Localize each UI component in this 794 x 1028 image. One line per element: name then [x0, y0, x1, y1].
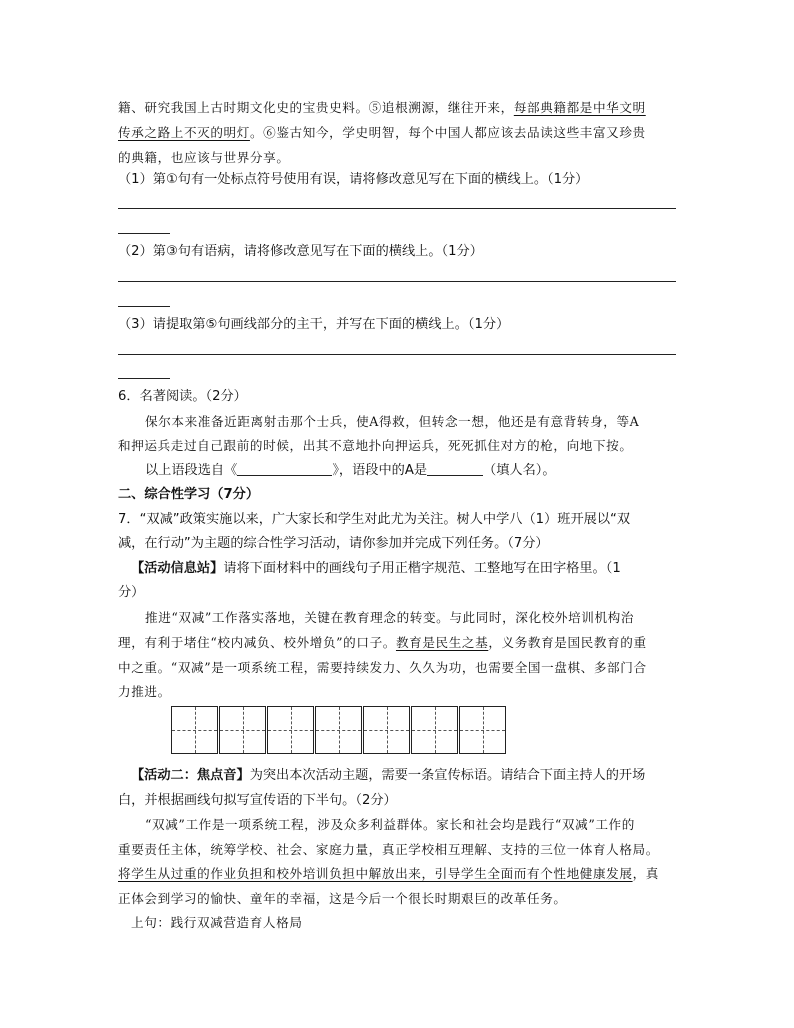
question-2: （2）第③句有语病，请将修改意见写在下面的横线上。（1分）	[118, 244, 483, 259]
grid-cell[interactable]	[315, 706, 362, 754]
passage-line-1: 籍、研究我国上古时期文化史的宝贵史料。⑤追根溯源，继往开来，每部典籍都是中华文明	[118, 100, 646, 115]
passage-line-3: 的典籍，也应该与世界分享。	[118, 150, 290, 165]
q6-title: 6．名著阅读。（2分）	[118, 389, 247, 404]
material-2-line-2: 重要责任主体，统筹学校、社会、家庭力量，真正学校相互理解、支持的三位一体育人格局。	[118, 842, 659, 857]
material-2-line-4: 正体会到学习的愉快、童年的幸福，这是今后一个很长时期艰巨的改革任务。	[118, 891, 567, 906]
grid-cell[interactable]	[459, 706, 506, 754]
material-2-line-1: “双减”工作是一项系统工程，涉及众多利益群体。家长和社会均是践行“双减”工作的	[145, 817, 635, 832]
question-1: （1）第①句有一处标点符号使用有误，请将修改意见写在下面的横线上。（1分）	[118, 172, 589, 187]
answer-line-3[interactable]	[118, 354, 676, 355]
tianzige-grid	[171, 706, 506, 754]
answer-line-2[interactable]	[118, 281, 676, 282]
grid-cell[interactable]	[267, 706, 314, 754]
answer-line-3-tail[interactable]	[118, 378, 170, 379]
q6-passage-1: 保尔本来准备近距离射击那个士兵，使A得救，但转念一想，他还是有意背转身，等A	[145, 414, 640, 429]
q7-line-2: 减，在行动”为主题的综合性学习活动，请你参加并完成下列任务。（7分）	[118, 536, 549, 551]
q7-line-1: 7．“双减”政策实施以来，广大家长和学生对此尤为关注。树人中学八（1）班开展以“双	[118, 512, 631, 527]
grid-cell[interactable]	[363, 706, 410, 754]
passage-line-2: 传承之路上不灭的明灯。⑥鉴古知今，学史明智，每个中国人都应该去品读这些丰富又珍贵	[118, 125, 646, 140]
material-1-line-4: 力推进。	[118, 684, 171, 699]
question-3: （3）请提取第⑤句画线部分的主干，并写在下面的横线上。（1分）	[118, 317, 510, 332]
answer-line-1-tail[interactable]	[118, 233, 170, 234]
grid-cell[interactable]	[219, 706, 266, 754]
activity-2-line-1: 【活动二：焦点音】为突出本次活动主题，需要一条宣传标语。请结合下面主持人的开场	[131, 768, 646, 783]
activity-1-line-2: 分）	[118, 585, 145, 600]
activity-1-line-1: 【活动信息站】请将下面材料中的画线句子用正楷字规范、工整地写在田字格里。（1	[131, 561, 621, 576]
section-2-heading: 二、综合性学习（7分）	[118, 487, 260, 502]
answer-line-2-tail[interactable]	[118, 306, 170, 307]
grid-cell[interactable]	[171, 706, 218, 754]
grid-cell[interactable]	[411, 706, 458, 754]
activity-2-line-2: 白，并根据画线句拟写宣传语的下半句。（2分）	[118, 793, 397, 808]
q6-fill: 以上语段选自《 》，语段中的A是 （填人名）。	[145, 463, 556, 478]
q6-passage-2: 和押运兵走过自己跟前的时候，出其不意地扑向押运兵，死死抓住对方的枪，向地下按。	[118, 438, 633, 453]
material-1-line-2: 理，有利于堵住“校内减负、校外增负”的口子。教育是民生之基，义务教育是国民教育的重	[118, 635, 647, 650]
material-1-line-1: 推进“双减”工作落实落地，关键在教育理念的转变。与此同时，深化校外培训机构治	[145, 610, 635, 625]
book-title-blank[interactable]	[237, 461, 332, 476]
person-name-blank[interactable]	[427, 461, 483, 476]
material-2-line-3: 将学生从过重的作业负担和校外培训负担中解放出来，引导学生全面而有个性地健康发展，真	[118, 866, 659, 881]
material-1-line-3: 中之重。“双减”是一项系统工程，需要持续发力、久久为功，也需要全国一盘棋、多部门合	[118, 660, 647, 675]
upper-line-slogan: 上句：践行双减营造育人格局	[131, 915, 303, 930]
answer-line-1[interactable]	[118, 208, 676, 209]
